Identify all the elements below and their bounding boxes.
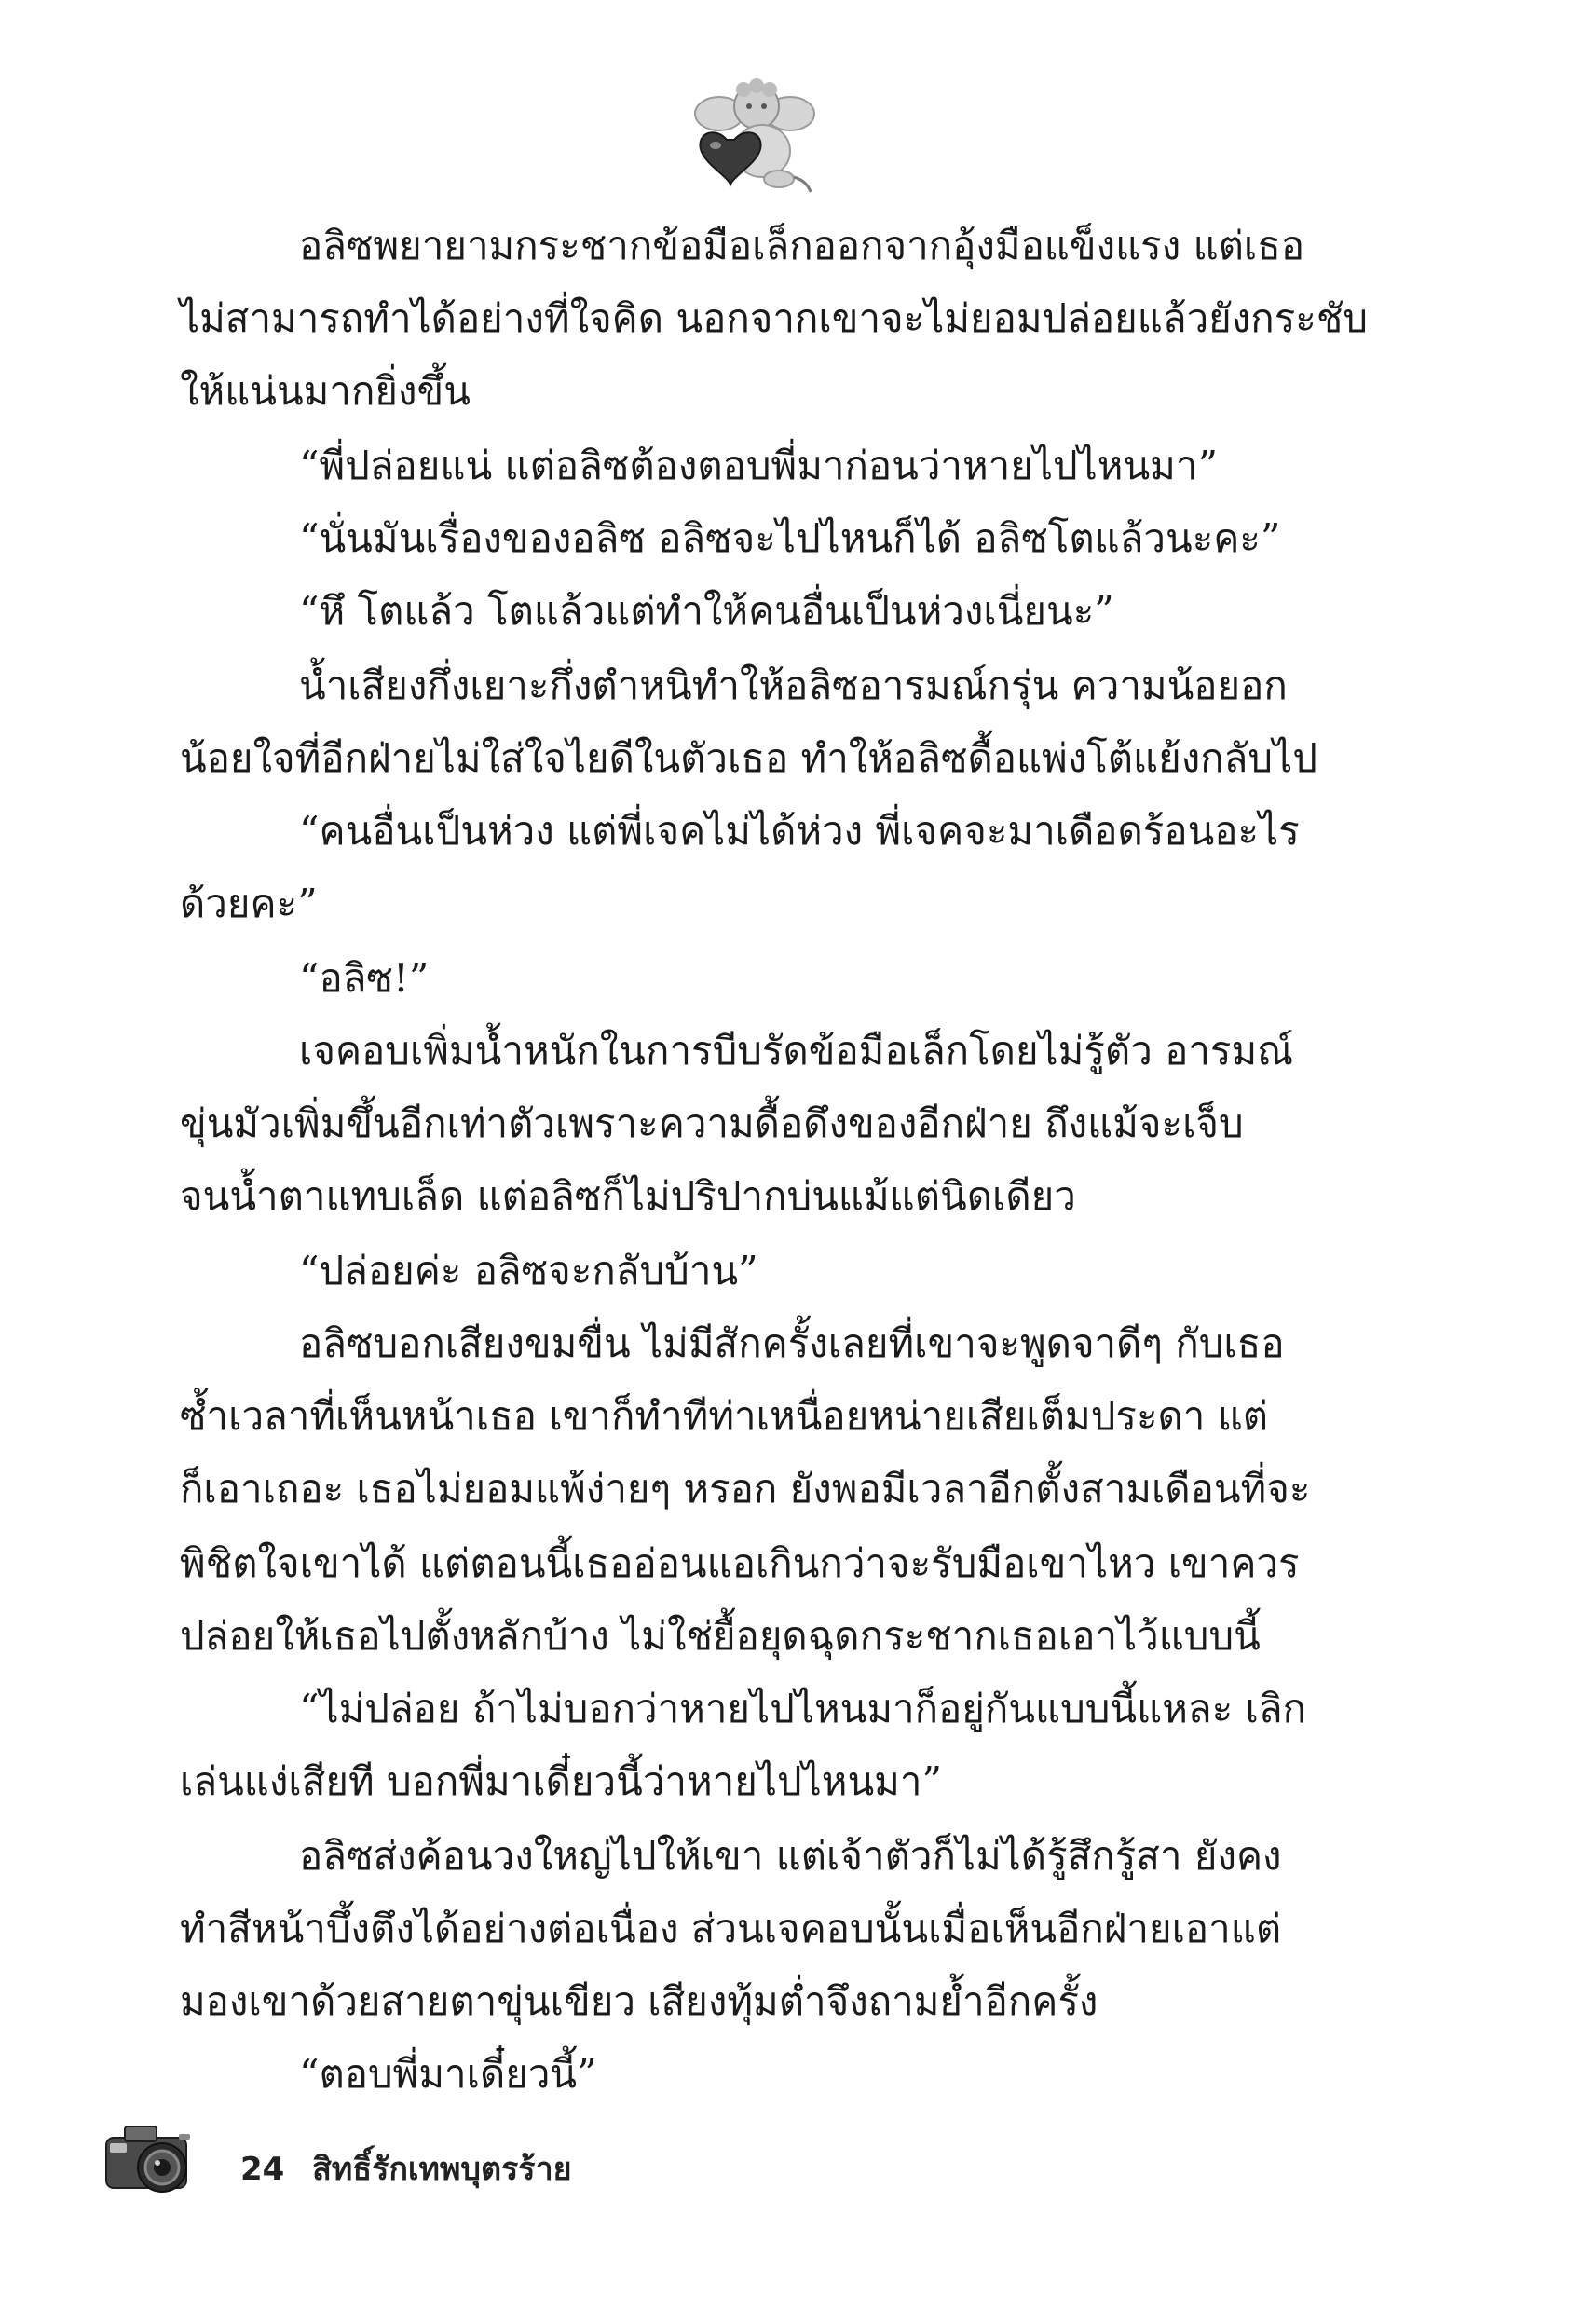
paragraph-line: น้อยใจที่อีกฝ่ายไม่ใส่ใจไยดีในตัวเธอ ทำให้อลิซดื้อแพ่งโต้แย้งกลับไป — [180, 735, 1317, 781]
paragraph-line: น้ำเสียงกึ่งเยาะกึ่งตำหนิทำให้อลิซอารมณ์กรุ่น ความน้อยอก — [299, 663, 1288, 708]
dialogue-line: ด้วยคะ” — [180, 881, 318, 926]
paragraph-line: จนน้ำตาแทบเล็ด แต่อลิซก็ไม่ปริปากบ่นแม้แต่นิดเดียว — [180, 1173, 1076, 1219]
cupid-heart-icon — [689, 75, 820, 196]
dialogue-line: “คนอื่นเป็นห่วง แต่พี่เจคไม่ได้ห่วง พี่เจคจะมาเดือดร้อนอะไร — [299, 808, 1300, 854]
running-title: สิทธิ์รักเทพบุตรร้าย — [312, 2151, 572, 2188]
dialogue-line: “นั่นมันเรื่องของอลิซ อลิซจะไปไหนก็ได้ อลิซโตแล้วนะคะ” — [299, 515, 1281, 561]
paragraph-line: อลิซบอกเสียงขมขื่น ไม่มีสักครั้งเลยที่เขาจะพูดจาดีๆ กับเธอ — [299, 1320, 1285, 1366]
page-number: 24 — [240, 2151, 285, 2188]
paragraph-line: ซ้ำเวลาที่เห็นหน้าเธอ เขาก็ทำทีท่าเหนื่อยหน่ายเสียเต็มประดา แต่ — [180, 1393, 1269, 1439]
paragraph-line: ขุ่นมัวเพิ่มขึ้นอีกเท่าตัวเพราะความดื้อดึงของอีกฝ่าย ถึงแม้จะเจ็บ — [180, 1101, 1244, 1146]
dialogue-line: “ปล่อยค่ะ อลิซจะกลับบ้าน” — [299, 1248, 758, 1293]
page-footer — [240, 2151, 589, 2188]
dialogue-line: เล่นแง่เสียที บอกพี่มาเดี๋ยวนี้ว่าหายไปไหนมา” — [180, 1758, 942, 1804]
dialogue-line: “ตอบพี่มาเดี๋ยวนี้” — [299, 2051, 597, 2097]
paragraph-line: มองเขาด้วยสายตาขุ่นเขียว เสียงทุ้มต่ำจึงถามย้ำอีกครั้ง — [180, 1978, 1098, 2024]
paragraph-line: เจคอบเพิ่มน้ำหนักในการบีบรัดข้อมือเล็กโดยไม่รู้ตัว อารมณ์ — [299, 1028, 1294, 1073]
paragraph-line: พิชิตใจเขาได้ แต่ตอนนี้เธออ่อนแอเกินกว่าจะรับมือเขาไหว เขาควร — [180, 1540, 1300, 1586]
paragraph-line: อลิซพยายามกระชากข้อมือเล็กออกจากอุ้งมือแข็งแรง แต่เธอ — [299, 223, 1305, 268]
dialogue-line: “หึ โตแล้ว โตแล้วแต่ทำให้คนอื่นเป็นห่วงเนี่ยนะ” — [299, 588, 1114, 634]
paragraph-line: ทำสีหน้าบึ้งตึงได้อย่างต่อเนื่อง ส่วนเจคอบนั้นเมื่อเห็นอีกฝ่ายเอาแต่ — [180, 1906, 1282, 1951]
dialogue-line: “พี่ปล่อยแน่ แต่อลิซต้องตอบพี่มาก่อนว่าหายไปไหนมา” — [299, 443, 1218, 488]
paragraph-line: ก็เอาเถอะ เธอไม่ยอมแพ้ง่ายๆ หรอก ยังพอมีเวลาอีกตั้งสามเดือนที่จะ — [180, 1466, 1311, 1511]
paragraph-line: ปล่อยให้เธอไปตั้งหลักบ้าง ไม่ใช่ยื้อยุดฉุดกระชากเธอเอาไว้แบบนี้ — [180, 1613, 1261, 1659]
dialogue-line: “อลิซ!” — [299, 955, 430, 1001]
paragraph-line: ให้แน่นมากยิ่งขึ้น — [180, 368, 471, 414]
paragraph-line: อลิซส่งค้อนวงใหญ่ไปให้เขา แต่เจ้าตัวก็ไม่ได้รู้สึกรู้สา ยังคง — [299, 1833, 1282, 1879]
camera-icon — [101, 2115, 203, 2199]
paragraph-line: ไม่สามารถทำได้อย่างที่ใจคิด นอกจากเขาจะไม่ยอมปล่อยแล้วยังกระชับ — [180, 295, 1368, 341]
dialogue-line: “ไม่ปล่อย ถ้าไม่บอกว่าหายไปไหนมาก็อยู่กันแบบนี้แหละ เลิก — [299, 1686, 1307, 1731]
